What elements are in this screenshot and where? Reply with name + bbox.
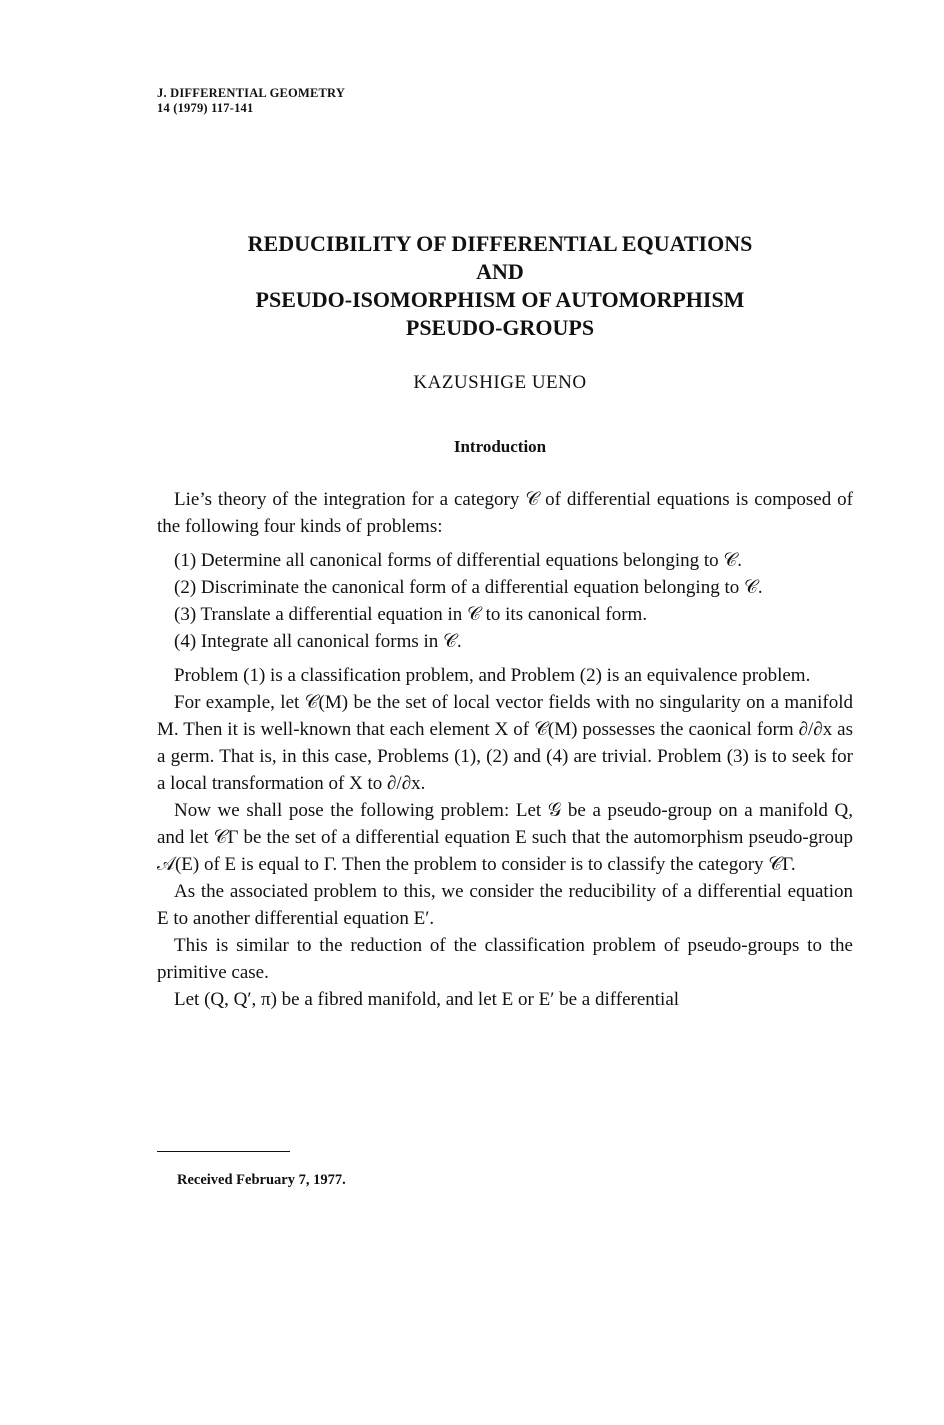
body-text [157, 486, 853, 1013]
paragraph: Let (Q, Q′, π) be a fibred manifold, and let E or E′ be a differential [174, 989, 680, 1010]
paragraph: For example, let 𝒞(M) be the set of local vector fields with no singularity on a manifold M. Then it is well-known that each element X of 𝒞(M) possesses the caonical form ∂/∂x as a germ. That is, in this case, Problems (1), (2) and (4) are trivial. Problem (3) is to seek for a local transformation of X to ∂/∂x. [157, 692, 853, 794]
title-line: AND [476, 259, 524, 284]
footnote: Received February 7, 1977. [177, 1172, 346, 1188]
title-line: PSEUDO-GROUPS [405, 315, 595, 340]
journal-header [157, 86, 345, 116]
section-heading: Introduction [453, 437, 547, 456]
paragraph: This is similar to the reduction of the classification problem of pseudo-groups to the primitive case. [157, 935, 853, 983]
footnote-rule [157, 1151, 290, 1152]
journal-volume: 14 (1979) 117-141 [157, 101, 254, 115]
list-item: (1) Determine all canonical forms of differential equations belonging to 𝒞. [174, 550, 743, 571]
paper-title [0, 230, 944, 342]
author-name: KAZUSHIGE UENO [413, 372, 587, 393]
paragraph: As the associated problem to this, we consider the reducibility of a differential equation E to another differential equation E′. [157, 881, 853, 929]
list-item: (3) Translate a differential equation in 𝒞 to its canonical form. [174, 604, 648, 625]
list-item: (2) Discriminate the canonical form of a differential equation belonging to 𝒞. [174, 577, 763, 598]
title-line: REDUCIBILITY OF DIFFERENTIAL EQUATIONS [247, 231, 753, 256]
paragraph: Now we shall pose the following problem: Let 𝒢 be a pseudo-group on a manifold Q, and let 𝒞Γ be the set of a differential equation E such that the automorphism pseudo-group 𝒜(E) of E is equal to Γ. Then the problem to consider is to classify the category 𝒞Γ. [157, 800, 853, 875]
journal-name: J. DIFFERENTIAL GEOMETRY [157, 86, 346, 100]
paragraph: Lie’s theory of the integration for a category 𝒞 of differential equations is composed of the following four kinds of problems: [157, 489, 853, 537]
title-line: PSEUDO-ISOMORPHISM OF AUTOMORPHISM [255, 287, 745, 312]
list-item: (4) Integrate all canonical forms in 𝒞. [174, 631, 462, 652]
paragraph: Problem (1) is a classification problem, and Problem (2) is an equivalence problem. [174, 665, 811, 686]
